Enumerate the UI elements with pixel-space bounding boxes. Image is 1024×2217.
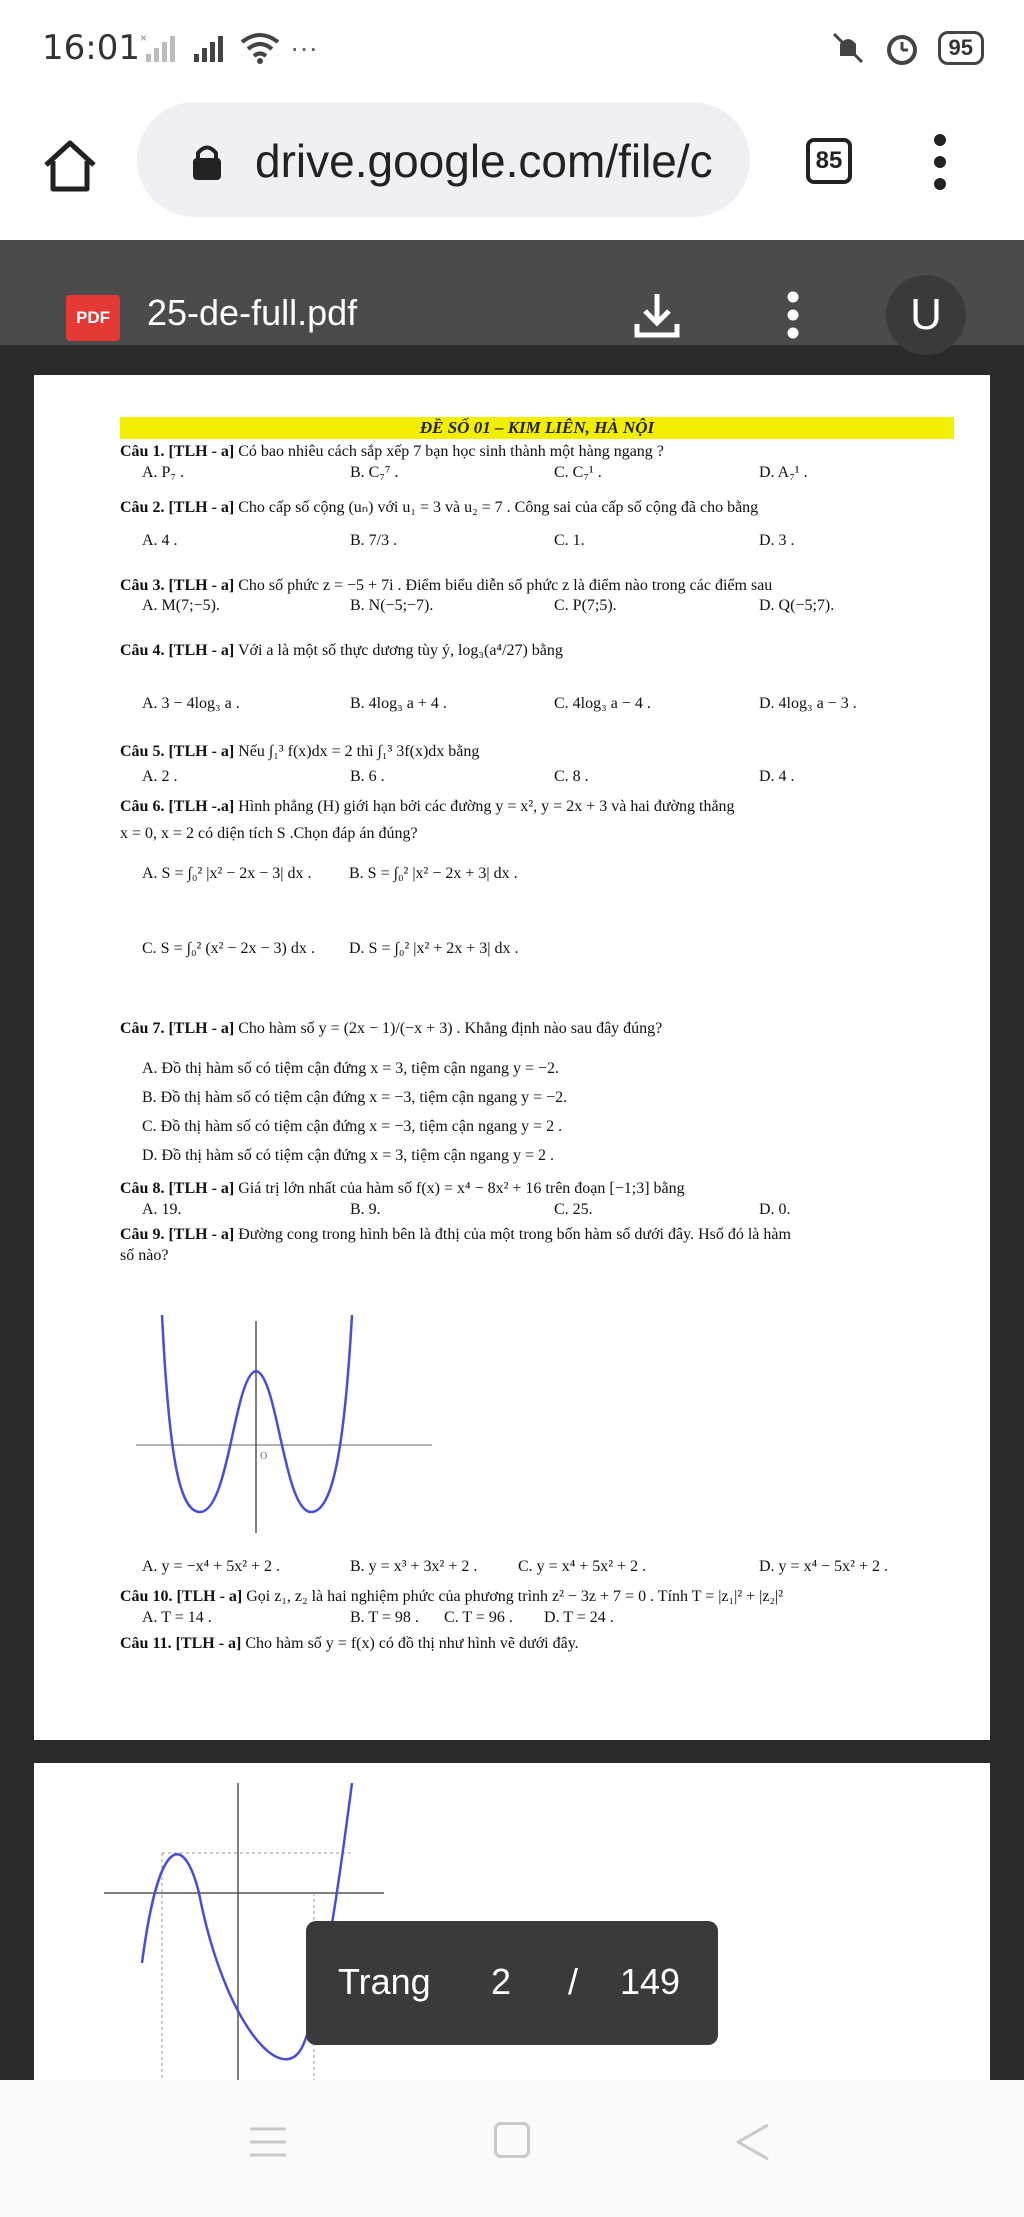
url-text[interactable]: drive.google.com/file/c [255, 135, 713, 187]
option: B. 6 . [350, 768, 385, 785]
option: D. y = x⁴ − 5x² + 2 . [759, 1558, 888, 1575]
system-nav-bar [0, 2080, 1024, 2217]
option: B. Đồ thị hàm số có tiệm cận đứng x = −3, tiệm cận ngang y = −2. [142, 1089, 568, 1106]
option: C. 8 . [554, 768, 589, 785]
question-2: Câu 2. [TLH - a] Cho cấp số cộng (uₙ) với u₁ = 3 và u₂ = 7 . Công sai của cấp số cộng đã cho bằng [120, 499, 759, 516]
back-icon[interactable] [735, 2122, 771, 2162]
pdf-file-icon: PDF [66, 295, 120, 341]
nav-home-button[interactable] [494, 2122, 530, 2158]
option: D. 3 . [759, 532, 795, 549]
page-indicator [306, 1921, 718, 2045]
question-9-line-2: số nào? [120, 1247, 169, 1264]
wifi-icon [240, 32, 280, 64]
option: A. 2 . [142, 768, 178, 785]
browser-menu-icon[interactable] [930, 132, 950, 192]
question-8: Câu 8. [TLH - a] Giá trị lớn nhất của hàm số f(x) = x⁴ − 8x² + 16 trên đoạn [−1;3] bằng [120, 1180, 685, 1197]
option: A. M(7;−5). [142, 597, 220, 614]
option: D. Q(−5;7). [759, 597, 835, 614]
option: C. C₇¹ . [554, 464, 602, 481]
option: D. 0. [759, 1201, 791, 1218]
option: C. Đồ thị hàm số có tiệm cận đứng x = −3, tiệm cận ngang y = 2 . [142, 1118, 563, 1135]
question-6: Câu 6. [TLH -.a] Hình phẳng (H) giới hạn bởi các đường y = x², y = 2x + 3 và hai đường thẳng [120, 798, 735, 815]
signal-off-icon [140, 32, 180, 64]
download-icon[interactable] [632, 290, 682, 340]
option: B. T = 98 . [350, 1609, 419, 1626]
option: C. P(7;5). [554, 597, 617, 614]
question-7: Câu 7. [TLH - a] Cho hàm số y = (2x − 1)/(−x + 3) . Khẳng định nào sau đây đúng? [120, 1020, 663, 1037]
battery-indicator: 95 [938, 31, 984, 65]
page-indicator-separator: / [568, 1961, 579, 2002]
status-time: 16:01 [42, 28, 140, 68]
option: D. A₇¹ . [759, 464, 808, 481]
viewer-menu-icon[interactable] [786, 290, 800, 340]
option: C. 1. [554, 532, 585, 549]
question-10: Câu 10. [TLH - a] Gọi z₁, z₂ là hai nghiệm phức của phương trình z² − 3z + 7 = 0 . Tính T = |z₁|² + |z₂|² [120, 1588, 784, 1605]
account-avatar[interactable]: U [886, 275, 966, 355]
lock-icon [190, 142, 224, 182]
option: A. 3 − 4log₃ a . [142, 695, 240, 712]
option: C. 25. [554, 1201, 593, 1218]
signal-icon [190, 32, 230, 64]
option: B. N(−5;−7). [350, 597, 434, 614]
svg-text:×: × [140, 32, 148, 45]
question-3: Câu 3. [TLH - a] Cho số phức z = −5 + 7i . Điểm biểu diễn số phức z là điểm nào trong các điểm sau [120, 577, 773, 594]
status-more: ··· [290, 32, 318, 63]
option: C. y = x⁴ + 5x² + 2 . [518, 1558, 647, 1575]
option: B. S = ∫₀² |x² − 2x + 3| dx . [349, 865, 518, 882]
mute-icon [830, 30, 866, 66]
question-6-line-2: x = 0, x = 2 có diện tích S .Chọn đáp án đúng? [120, 825, 418, 842]
option: B. 9. [350, 1201, 381, 1218]
question-4: Câu 4. [TLH - a] Với a là một số thực dương tùy ý, log₃(a⁴/27) bằng [120, 642, 563, 659]
home-icon[interactable] [40, 135, 100, 195]
pdf-viewer [0, 240, 1024, 2080]
option: D. Đồ thị hàm số có tiệm cận đứng x = 3, tiệm cận ngang y = 2 . [142, 1147, 554, 1164]
option: A. y = −x⁴ + 5x² + 2 . [142, 1558, 281, 1575]
option: B. C₇⁷ . [350, 464, 399, 481]
option: B. y = x³ + 3x² + 2 . [350, 1558, 478, 1575]
page-indicator-current: 2 [491, 1961, 512, 2002]
option: C. T = 96 . [444, 1609, 513, 1626]
page-indicator-total: 149 [620, 1961, 681, 2002]
pdf-page-1 [34, 375, 990, 1740]
option: D. 4log₃ a − 3 . [759, 695, 857, 712]
option: D. 4 . [759, 768, 795, 785]
status-bar [0, 0, 1024, 100]
question-1: Câu 1. [TLH - a] Có bao nhiêu cách sắp xếp 7 bạn học sinh thành một hàng ngang ? [120, 443, 664, 460]
status-right-group [830, 30, 984, 66]
option: C. 4log₃ a − 4 . [554, 695, 651, 712]
option: D. S = ∫₀² |x² + 2x + 3| dx . [349, 940, 519, 957]
question-11: Câu 11. [TLH - a] Cho hàm số y = f(x) có đồ thị như hình vẽ dưới đây. [120, 1635, 579, 1652]
question-5: Câu 5. [TLH - a] Nếu ∫₁³ f(x)dx = 2 thì ∫₁³ 3f(x)dx bằng [120, 743, 480, 760]
svg-text:O: O [260, 1451, 268, 1462]
page-indicator-label: Trang [338, 1961, 431, 2002]
status-signal-group [140, 32, 318, 64]
tab-switcher-button[interactable]: 85 [806, 138, 852, 184]
quartic-curve-graph [134, 1315, 434, 1535]
option: B. 7/3 . [350, 532, 398, 549]
option: A. S = ∫₀² |x² − 2x − 3| dx . [142, 865, 312, 882]
alarm-icon [884, 30, 920, 66]
file-title: 25-de-full.pdf [147, 292, 358, 333]
recent-apps-icon[interactable] [250, 2125, 286, 2159]
option: A. T = 14 . [142, 1609, 212, 1626]
option: A. 4 . [142, 532, 178, 549]
question-9: Câu 9. [TLH - a] Đường cong trong hình bên là đthị của một trong bốn hàm số dưới đây. Hsố đó là hàm [120, 1226, 791, 1243]
option: A. P₇ . [142, 464, 185, 481]
option: A. Đồ thị hàm số có tiệm cận đứng x = 3, tiệm cận ngang y = −2. [142, 1060, 559, 1077]
option: D. T = 24 . [544, 1609, 614, 1626]
option: B. 4log₃ a + 4 . [350, 695, 447, 712]
browser-toolbar [0, 100, 1024, 240]
page-title: ĐỀ SỐ 01 – KIM LIÊN, HÀ NỘI [419, 418, 655, 437]
option: C. S = ∫₀² (x² − 2x − 3) dx . [142, 940, 315, 957]
option: A. 19. [142, 1201, 182, 1218]
